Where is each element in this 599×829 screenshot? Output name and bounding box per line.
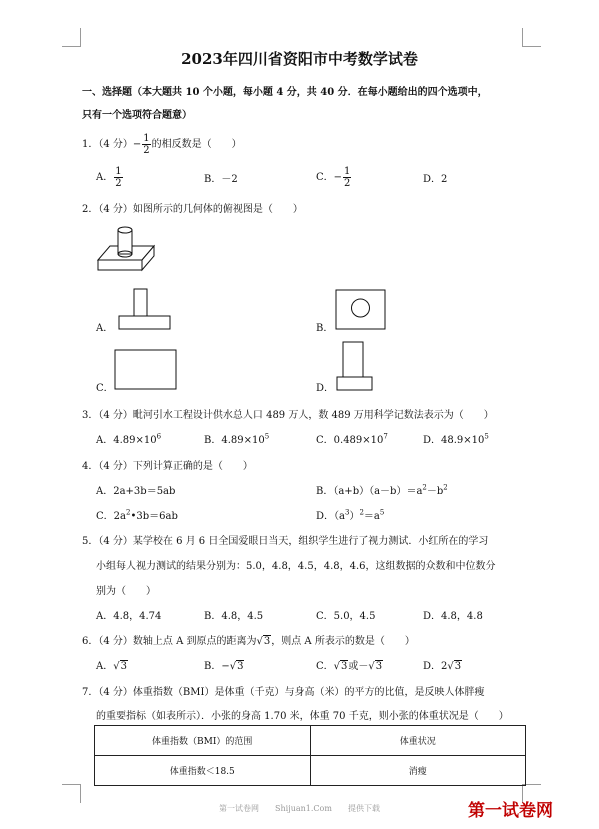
question-5-line1: 5．（4 分）某学校在 6 月 6 日全国爱眼日当天，组织学生进行了视力测试．小红所在的学习 bbox=[82, 536, 489, 547]
question-1 bbox=[82, 133, 242, 156]
q1-a-den: 2 bbox=[115, 178, 122, 189]
question-2: 2．（4 分）如图所示的几何体的俯视图是（ ） bbox=[82, 204, 303, 215]
q6-prefix: 6．（4 分）数轴上点 A 到原点的距离为 bbox=[82, 636, 257, 647]
q4-d-exp3: 5 bbox=[379, 508, 385, 517]
q1-neg: − bbox=[132, 139, 142, 150]
q2-solid-figure bbox=[96, 224, 160, 274]
q6-b-label: B．− bbox=[204, 661, 230, 672]
q2-option-b-figure bbox=[335, 289, 387, 331]
q3-c-text: C．0.489×10 bbox=[316, 435, 384, 446]
question-7-line2: 的重要指标（如表所示）．小张的身高 1.70 米，体重 70 千克，则小张的体重状况是（ ） bbox=[96, 711, 509, 722]
q1-option-c-label: C． bbox=[316, 172, 334, 183]
q3-b-exp: 5 bbox=[264, 432, 270, 441]
q4-b-mid: －b bbox=[426, 486, 444, 497]
q6-suffix: ，则点 A 所表示的数是（ ） bbox=[271, 636, 415, 647]
q4-c-exp1: 2 bbox=[125, 508, 131, 517]
q2-option-c-figure bbox=[114, 349, 178, 391]
q1-frac-den: 2 bbox=[143, 145, 150, 156]
q1-option-a-fraction bbox=[114, 166, 122, 189]
q5-option-d: D．4.8，4.8 bbox=[423, 611, 483, 622]
q3-option-b bbox=[204, 431, 269, 446]
question-4: 4．（4 分）下列计算正确的是（ ） bbox=[82, 461, 253, 472]
q4-b-text: B．（a+b）（a－b）＝a bbox=[316, 486, 423, 497]
q1-option-d: D．2 bbox=[423, 174, 448, 185]
q4-d-text1: D．（a bbox=[316, 511, 345, 522]
q1-a-num: 1 bbox=[115, 166, 122, 177]
page-footer: 第一试卷网 Shijuan1.Com 提供下载 bbox=[219, 804, 380, 813]
q4-option-a: A．2a+3b＝5ab bbox=[96, 486, 176, 497]
q1-prefix: 1．（4 分） bbox=[82, 139, 133, 150]
q4-d-text3: ＝a bbox=[363, 511, 380, 522]
q1-suffix: 的相反数是（ ） bbox=[151, 139, 242, 150]
table-row bbox=[95, 726, 526, 756]
q2-option-a-figure bbox=[118, 288, 172, 330]
q4-b-exp2: 2 bbox=[443, 483, 448, 492]
q5-option-a: A．4.8，4.74 bbox=[96, 611, 162, 622]
section-heading-line2: 只有一个选项符合题意） bbox=[82, 110, 192, 121]
q6-option-a: A．√3 bbox=[96, 661, 127, 672]
table-cell: 体重指数（BMI）的范围 bbox=[95, 726, 311, 756]
q3-a-text: A．4.89×10 bbox=[96, 435, 157, 446]
q1-c-neg: − bbox=[333, 172, 343, 183]
table-cell: 体重状况 bbox=[310, 726, 526, 756]
q3-c-exp: 7 bbox=[383, 432, 388, 441]
q5-option-c: C．5.0，4.5 bbox=[316, 611, 376, 622]
q2-option-d: D． bbox=[316, 383, 335, 394]
q6-c-mid: 或－ bbox=[348, 661, 369, 672]
table-cell: 体重指数＜18.5 bbox=[95, 756, 311, 786]
q3-b-text: B．4.89×10 bbox=[204, 435, 265, 446]
q3-option-c bbox=[316, 431, 388, 446]
q3-d-text: D．48.9×10 bbox=[423, 435, 485, 446]
q4-b-exp1: 2 bbox=[422, 483, 427, 492]
question-3: 3．（4 分）毗河引水工程设计供水总人口 489 万人，数 489 万用科学记数法表示为（ ） bbox=[82, 410, 494, 421]
q3-d-exp: 5 bbox=[484, 432, 489, 441]
q6-d-radicand: 3 bbox=[454, 661, 462, 672]
q2-option-a: A． bbox=[96, 323, 114, 334]
q1-option-c bbox=[316, 166, 352, 189]
page-title: 2023年四川省资阳市中考数学试卷 bbox=[181, 50, 418, 68]
question-7-line1: 7．（4 分）体重指数（BMI）是体重（千克）与身高（米）的平方的比值，是反映人体胖瘦 bbox=[82, 687, 485, 698]
q1-option-b: B．－2 bbox=[204, 174, 238, 185]
table-row bbox=[95, 756, 526, 786]
q4-d-text2: ） bbox=[349, 511, 360, 522]
question-5-line2: 小组每人视力测试的结果分别为：5.0，4.8，4.5，4.8，4.6，这组数据的众数和中位数分 bbox=[96, 561, 496, 572]
q6-option-b: B．−√3 bbox=[204, 661, 244, 672]
q1-option-a bbox=[96, 166, 124, 189]
q1-c-den: 2 bbox=[344, 178, 351, 189]
q2-option-c: C． bbox=[96, 383, 114, 394]
q3-a-exp: 6 bbox=[156, 432, 162, 441]
q6-d-label: D．2 bbox=[423, 661, 448, 672]
q1-fraction bbox=[142, 133, 150, 156]
q4-d-exp1: 3 bbox=[344, 508, 350, 517]
q4-d-exp2: 2 bbox=[359, 508, 364, 517]
q1-frac-num: 1 bbox=[143, 133, 150, 144]
q4-c-text1: C．2a bbox=[96, 511, 126, 522]
table-cell: 消瘦 bbox=[310, 756, 526, 786]
question-5-line3: 别为（ ） bbox=[96, 586, 156, 597]
bmi-table bbox=[94, 725, 526, 786]
q6-option-d: D．2√3 bbox=[423, 661, 462, 672]
section-heading-line1: 一、选择题（本大题共 10 个小题，每小题 4 分，共 40 分．在每小题给出的四个选项中， bbox=[82, 87, 488, 98]
q3-option-d bbox=[423, 431, 489, 446]
q6-c-label: C． bbox=[316, 661, 334, 672]
q6-a-radicand: 3 bbox=[120, 661, 127, 672]
corner-mark-top-left bbox=[62, 28, 81, 47]
question-6: 6．（4 分）数轴上点 A 到原点的距离为√3，则点 A 所表示的数是（ ） bbox=[82, 636, 415, 647]
q4-c-text2: •3b＝6ab bbox=[130, 511, 178, 522]
q5-option-b: B．4.8，4.5 bbox=[204, 611, 264, 622]
q6-option-c: C．√3或－√3 bbox=[316, 661, 383, 672]
q1-c-num: 1 bbox=[344, 166, 351, 177]
q6-a-label: A． bbox=[96, 661, 114, 672]
corner-mark-bottom-left bbox=[62, 784, 81, 803]
corner-mark-top-right bbox=[522, 28, 541, 47]
q1-option-a-label: A． bbox=[96, 172, 114, 183]
q3-option-a bbox=[96, 431, 161, 446]
q2-option-b: B． bbox=[316, 323, 334, 334]
q6-radicand: 3 bbox=[263, 636, 271, 647]
q4-option-d bbox=[316, 507, 384, 522]
q4-option-c bbox=[96, 507, 178, 522]
q6-b-radicand: 3 bbox=[237, 661, 244, 672]
q6-c-radicand1: 3 bbox=[341, 661, 348, 672]
watermark-logo: 第一试卷网 bbox=[468, 801, 553, 821]
q1-option-c-fraction bbox=[343, 166, 351, 189]
q2-option-d-figure bbox=[336, 341, 374, 391]
q6-c-radicand2: 3 bbox=[375, 661, 383, 672]
q4-option-b bbox=[316, 482, 448, 497]
